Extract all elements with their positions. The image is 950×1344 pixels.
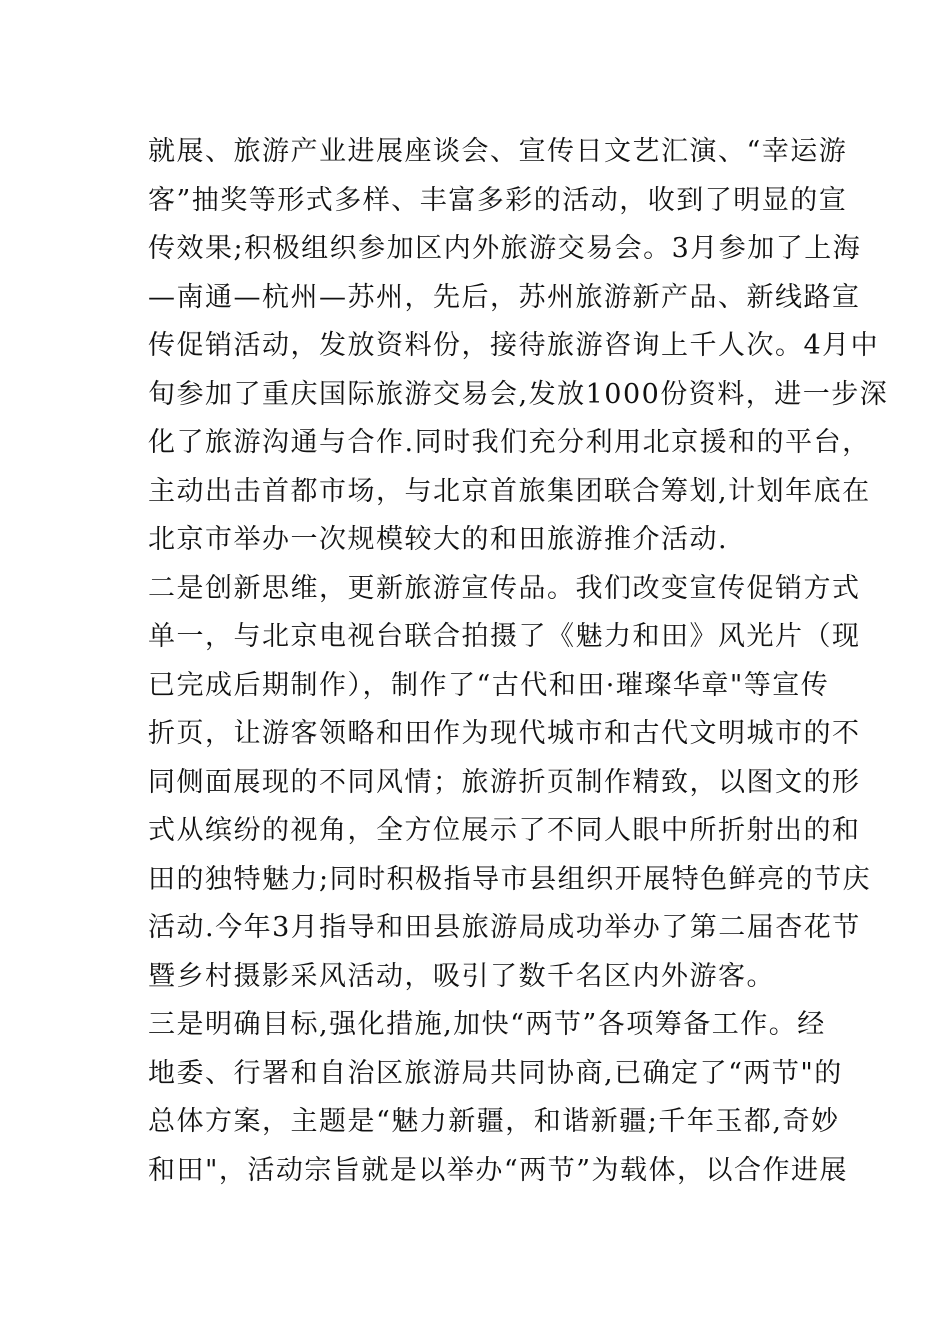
- text-line: 单一，与北京电视台联合拍摄了《魅力和田》风光片（现: [148, 621, 861, 652]
- text-line: 地委、行署和自治区旅游局共同协商,已确定了“两节"的: [148, 1057, 843, 1089]
- text-line: —南通—杭州—苏州，先后，苏州旅游新产品、新线路宣: [148, 281, 861, 313]
- text-line: 活动.今年3月指导和田县旅游局成功举办了第二届杏花节: [148, 912, 861, 943]
- text-line: 主动出击首都市场，与北京首旅集团联合筹划,计划年底在: [148, 475, 871, 507]
- text-line: 田的独特魅力;同时积极指导市县组织开展特色鲜亮的节庆: [148, 863, 872, 895]
- text-line: 北京市举办一次规模较大的和田旅游推介活动.: [148, 524, 729, 555]
- text-line: 客”抽奖等形式多样、丰富多彩的活动，收到了明显的宣: [148, 184, 848, 216]
- text-line: 旬参加了重庆国际旅游交易会,发放1000份资料，进一步深: [148, 378, 889, 410]
- text-line: 传效果;积极组织参加区内外旅游交易会。3月参加了上海: [148, 233, 862, 264]
- document-body: [148, 128, 889, 1195]
- text-line: 传促销活动，发放资料份，接待旅游咨询上千人次。4月中: [148, 330, 880, 361]
- text-line: 就展、旅游产业进展座谈会、宣传日文艺汇演、“幸运游: [148, 136, 848, 167]
- text-line: 总体方案，主题是“魅力新疆，和谐新疆;千年玉都,奇妙: [148, 1106, 840, 1137]
- text-line: 同侧面展现的不同风情；旅游折页制作精致，以图文的形: [148, 766, 861, 798]
- text-line: 暨乡村摄影采风活动，吸引了数千名区内外游客。: [148, 960, 775, 992]
- text-line: 和田"，活动宗旨就是以举办“两节”为载体，以合作进展: [148, 1154, 849, 1186]
- text-line: 折页，让游客领略和田作为现代城市和古代文明城市的不: [148, 718, 861, 749]
- text-line: 式从缤纷的视角，全方位展示了不同人眼中所折射出的和: [148, 815, 861, 846]
- text-line: 化了旅游沟通与合作.同时我们充分利用北京援和的平台，: [148, 427, 871, 458]
- text-line: 已完成后期制作），制作了“古代和田·璀璨华章"等宣传: [148, 669, 830, 701]
- text-line: 二是创新思维，更新旅游宣传品。我们改变宣传促销方式: [148, 572, 861, 604]
- text-line: 三是明确目标,强化措施,加快“两节”各项筹备工作。经: [148, 1009, 826, 1040]
